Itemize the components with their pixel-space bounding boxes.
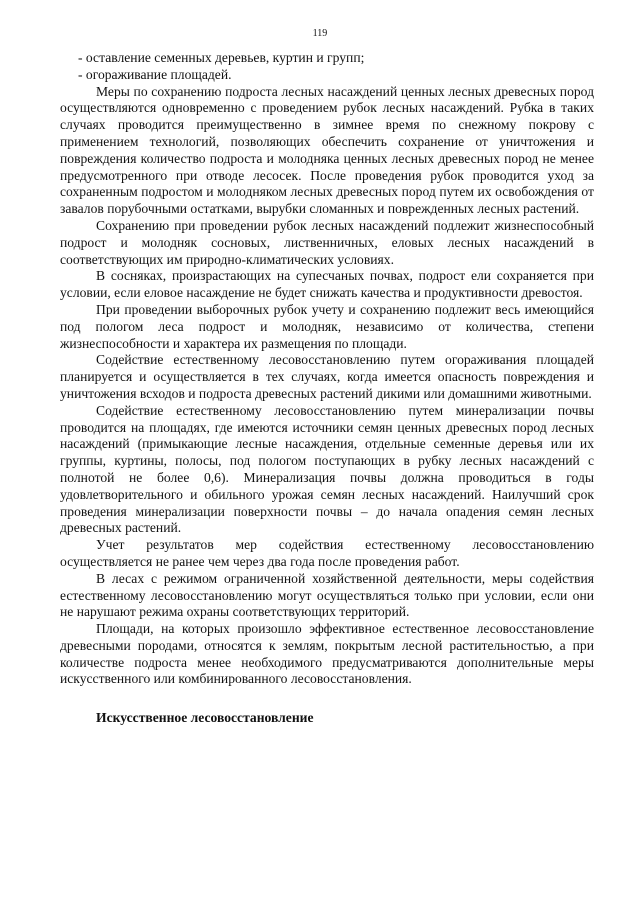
paragraph: Меры по сохранению подроста лесных насаждений ценных лесных древесных пород осуществляются одновременно с проведением рубок лесных насаждений. Рубка в таких случаях проводится преимущественно в зимнее время по снежному покрову с применением технологий, позволяющих обеспечить сохранение от уничтожения и повреждения количество подроста и молодняка ценных лесных древесных пород не менее предусмотренного при отводе лесосек. После проведения рубок проводится уход за сохраненным подростом и молодняком лесных древесных пород путем их освобождения от завалов порубочными остатками, вырубки сломанных и поврежденных лесных растений. bbox=[60, 83, 594, 217]
section-heading: Искусственное лесовосстановление bbox=[96, 710, 314, 726]
list-item: - оставление семенных деревьев, куртин и групп; bbox=[78, 50, 365, 65]
page-content bbox=[60, 50, 594, 727]
page-number: 119 bbox=[312, 28, 328, 39]
paragraph: Учет результатов мер содействия естественному лесовосстановлению осуществляется не ранее чем через два года после проведения работ. bbox=[60, 537, 594, 569]
paragraph: Сохранению при проведении рубок лесных насаждений подлежит жизнеспособный подрост и молодняк сосновых, лиственничных, еловых лесных насаждений в соответствующих им природно-климатических условиях. bbox=[60, 217, 594, 267]
paragraph: Площади, на которых произошло эффективное естественное лесовосстановление древесными породами, относятся к землям, покрытым лесной растительностью, а при количестве подроста менее необходимого предусматриваются дополнительные меры искусственного или комбинированного лесовосстановления. bbox=[60, 621, 594, 687]
paragraph: В сосняках, произрастающих на супесчаных почвах, подрост ели сохраняется при условии, если еловое насаждение не будет снижать качества и продуктивности древостоя. bbox=[60, 268, 594, 301]
paragraph: Содействие естественному лесовосстановлению путем огораживания площадей планируется и осуществляется в тех случаях, когда имеется опасность повреждения и уничтожения всходов и подроста древесных растений дикими или домашними животными. bbox=[60, 352, 594, 401]
paragraph: Содействие естественному лесовосстановлению путем минерализации почвы проводится на площадях, где имеются источники семян ценных древесных пород лесных насаждений (примыкающие лесные насаждения, отдельные семенные деревья или их группы, куртины, полосы, под пологом поступающих в рубку лесных насаждений с полнотой не более 0,6). Минерализация почвы должна проводиться в годы удовлетворительного и обильного урожая семян лесных насаждений. Наилучший срок проведения минерализации поверхности почвы – до начала опадения семян лесных древесных растений. bbox=[60, 402, 594, 536]
paragraph: При проведении выборочных рубок учету и сохранению подлежит весь имеющийся под пологом леса подрост и молодняк, независимо от количества, степени жизнеспособности и характера их размещения по площади. bbox=[60, 301, 594, 351]
list-item: - огораживание площадей. bbox=[78, 66, 232, 82]
paragraph: В лесах с режимом ограниченной хозяйственной деятельности, меры содействия естественному лесовосстановлению могут осуществляться только при условии, если они не нарушают режима охраны соответствующих территорий. bbox=[60, 570, 594, 620]
